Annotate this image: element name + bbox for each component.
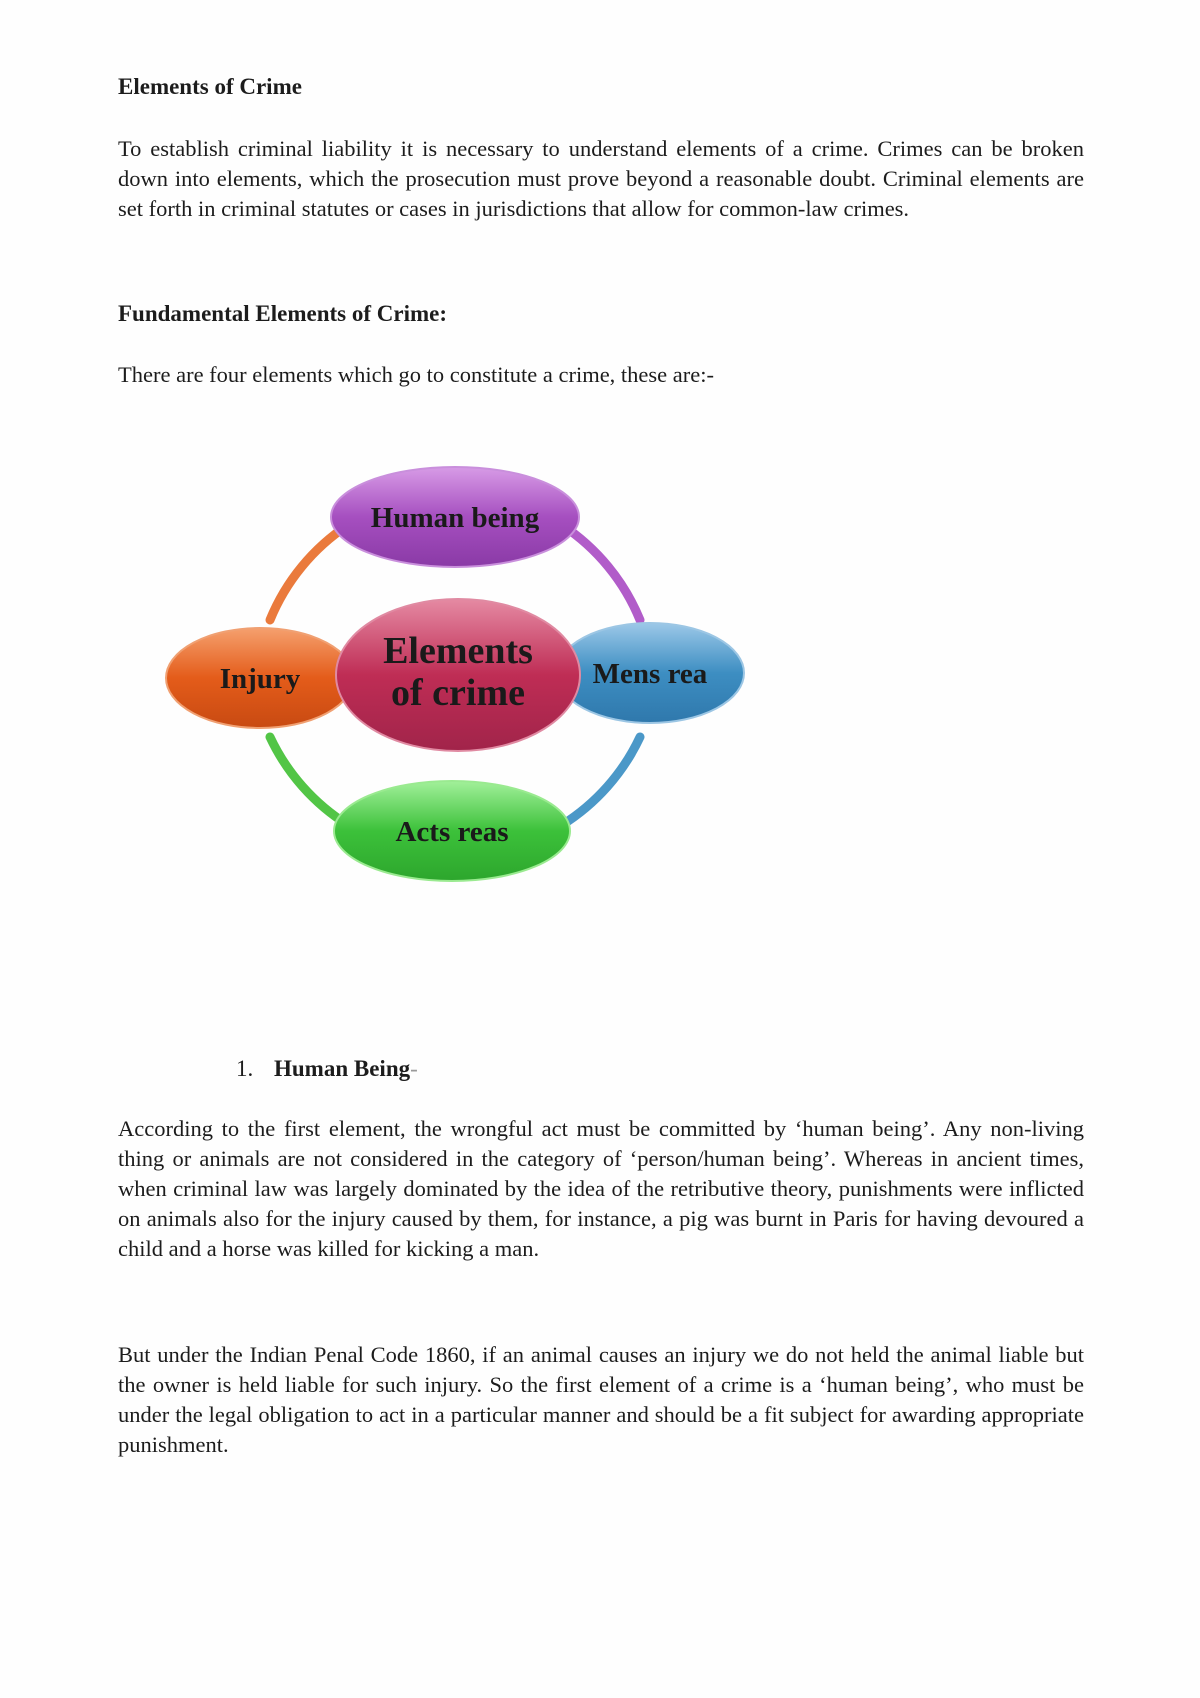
node-injury bbox=[166, 628, 354, 728]
arc-right-bottom bbox=[562, 737, 640, 825]
node-label-human-being: Human being bbox=[370, 502, 540, 534]
section-heading-elements-of-crime: Elements of Crime bbox=[118, 74, 302, 99]
fundamental-intro-text: There are four elements which go to constitute a crime, these are:- bbox=[118, 362, 714, 387]
arc-left-top bbox=[270, 525, 348, 620]
paragraph-human-being-2: But under the Indian Penal Code 1860, if an animal causes an injury we do not held the animal liable but the owner is held liable for such injury. So the first element of a crime is a ‘human being’, who must be under the legal obligation to act in a particular manner and should be a fit subject for awarding appropriate punishment. bbox=[118, 1342, 1084, 1457]
section-heading-fundamental-elements: Fundamental Elements of Crime: bbox=[118, 301, 447, 326]
node-mens-rea bbox=[556, 623, 744, 723]
node-human-being bbox=[331, 467, 579, 567]
node-center-elements-of-crime bbox=[336, 599, 580, 751]
intro-paragraph: To establish criminal liability it is necessary to understand elements of a crime. Crimes can be broken down into elements, which the prosecution must prove beyond a reasonable doubt. Criminal elements are set forth in criminal statutes or cases in jurisdictions that allow for common-law crimes. bbox=[118, 136, 1084, 221]
list-title-suffix: - bbox=[410, 1056, 418, 1081]
arc-bottom-left bbox=[270, 737, 348, 825]
center-label-line2: of crime bbox=[391, 672, 525, 714]
node-label-mens-rea: Mens rea bbox=[592, 658, 708, 690]
center-label-line1: Elements bbox=[383, 630, 533, 672]
paragraph-human-being-1: According to the first element, the wrongful act must be committed by ‘human being’. Any non-living thing or animals are not considered in the category of ‘person/human being’. Whereas in ancient times, when criminal law was largely dominated by the idea of the retributive theory, punishments were inflicted on animals also for the injury caused by them, for instance, a pig was burnt in Paris for having devoured a child and a horse was killed for kicking a man. bbox=[118, 1116, 1084, 1261]
elements-of-crime-diagram bbox=[150, 455, 810, 895]
list-item-human-being bbox=[236, 1056, 418, 1082]
node-label-injury: Injury bbox=[219, 663, 301, 695]
node-acts-reas bbox=[334, 781, 570, 881]
arc-top-right bbox=[562, 525, 640, 620]
list-title: Human Being bbox=[274, 1056, 411, 1081]
node-label-acts-reas: Acts reas bbox=[395, 816, 509, 848]
list-number: 1. bbox=[236, 1056, 254, 1081]
